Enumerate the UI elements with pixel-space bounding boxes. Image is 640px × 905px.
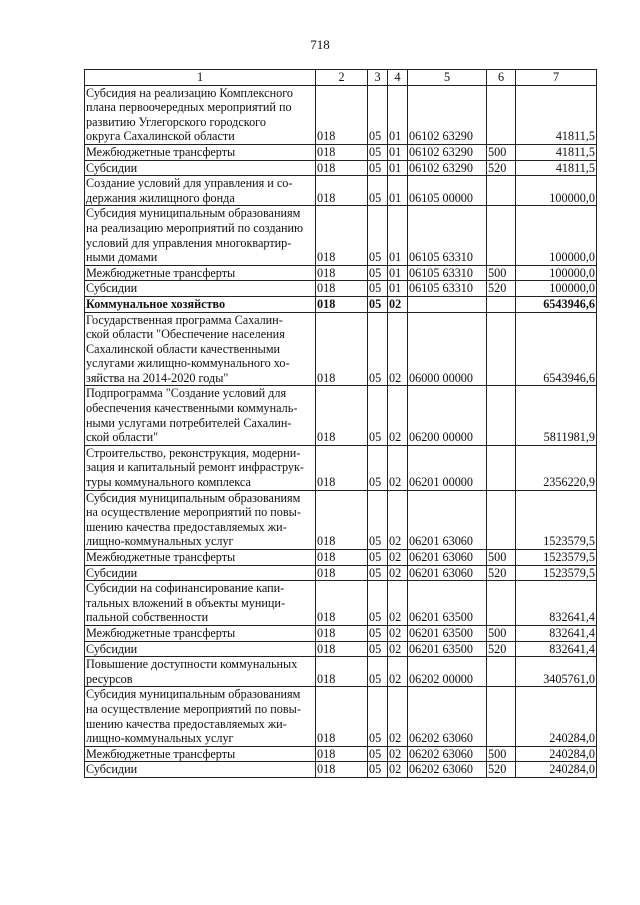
amount-cell: 832641,4 (516, 581, 597, 626)
admin-code-cell: 018 (316, 445, 368, 490)
admin-code-cell: 018 (316, 265, 368, 281)
target-article-code-cell: 06201 63500 (408, 641, 487, 657)
expense-type-code-cell: 520 (487, 281, 516, 297)
table-row (85, 762, 597, 778)
subsection-code-cell: 02 (388, 550, 408, 566)
item-name-cell: Коммунальное хозяйство (85, 296, 316, 312)
item-name-cell: Субсидия муниципальным образованиям на реализацию мероприятий по созданию условий для управления многоквартир- ными домами (85, 206, 316, 265)
expense-type-code-cell (487, 176, 516, 206)
item-name-cell: Субсидии (85, 641, 316, 657)
expense-type-code-cell: 500 (487, 550, 516, 566)
admin-code-cell: 018 (316, 550, 368, 566)
expense-type-code-cell (487, 296, 516, 312)
expense-type-code-cell (487, 687, 516, 746)
amount-cell: 240284,0 (516, 687, 597, 746)
section-code-cell: 05 (368, 565, 388, 581)
table-row (85, 312, 597, 386)
table-row (85, 687, 597, 746)
target-article-code-cell: 06201 63500 (408, 625, 487, 641)
header-cell: 4 (388, 70, 408, 86)
table-row (85, 176, 597, 206)
header-cell: 2 (316, 70, 368, 86)
item-name-cell: Межбюджетные трансферты (85, 625, 316, 641)
expense-type-code-cell: 520 (487, 160, 516, 176)
section-code-cell: 05 (368, 312, 388, 386)
header-cell: 7 (516, 70, 597, 86)
admin-code-cell: 018 (316, 296, 368, 312)
table-row (85, 445, 597, 490)
section-code-cell: 05 (368, 281, 388, 297)
amount-cell: 6543946,6 (516, 312, 597, 386)
header-cell: 5 (408, 70, 487, 86)
admin-code-cell: 018 (316, 386, 368, 445)
item-name-cell: Межбюджетные трансферты (85, 550, 316, 566)
admin-code-cell: 018 (316, 565, 368, 581)
header-row (85, 70, 597, 86)
expense-type-code-cell: 500 (487, 144, 516, 160)
section-code-cell: 05 (368, 762, 388, 778)
section-code-cell: 05 (368, 85, 388, 144)
table-body (85, 85, 597, 777)
item-name-cell: Субсидии (85, 762, 316, 778)
section-code-cell: 05 (368, 746, 388, 762)
amount-cell: 832641,4 (516, 641, 597, 657)
section-code-cell: 05 (368, 176, 388, 206)
subsection-code-cell: 02 (388, 565, 408, 581)
section-code-cell: 05 (368, 265, 388, 281)
amount-cell: 100000,0 (516, 176, 597, 206)
subsection-code-cell: 02 (388, 746, 408, 762)
subsection-code-cell: 01 (388, 176, 408, 206)
subsection-code-cell: 01 (388, 160, 408, 176)
target-article-code-cell: 06202 63060 (408, 746, 487, 762)
section-code-cell: 05 (368, 641, 388, 657)
section-code-cell: 05 (368, 581, 388, 626)
admin-code-cell: 018 (316, 160, 368, 176)
item-name-cell: Государственная программа Сахалин- ской области "Обеспечение населения Сахалинской области качественными услугами жилищно-коммунального хо- зяйства на 2014-2020 годы" (85, 312, 316, 386)
page-number: 718 (310, 37, 330, 52)
subsection-code-cell: 02 (388, 581, 408, 626)
target-article-code-cell: 06202 00000 (408, 657, 487, 687)
expense-type-code-cell (487, 490, 516, 549)
expense-type-code-cell (487, 206, 516, 265)
admin-code-cell: 018 (316, 625, 368, 641)
subsection-code-cell: 02 (388, 687, 408, 746)
subsection-code-cell: 02 (388, 657, 408, 687)
item-name-cell: Строительство, реконструкция, модерни- зация и капитальный ремонт инфраструк- туры коммунального комплекса (85, 445, 316, 490)
amount-cell: 240284,0 (516, 746, 597, 762)
table-row (85, 160, 597, 176)
subsection-code-cell: 02 (388, 296, 408, 312)
amount-cell: 41811,5 (516, 85, 597, 144)
item-name-cell: Межбюджетные трансферты (85, 746, 316, 762)
table-row (85, 746, 597, 762)
section-code-cell: 05 (368, 386, 388, 445)
section-code-cell: 05 (368, 296, 388, 312)
item-name-cell: Межбюджетные трансферты (85, 144, 316, 160)
target-article-code-cell: 06105 63310 (408, 281, 487, 297)
target-article-code-cell: 06201 63500 (408, 581, 487, 626)
admin-code-cell: 018 (316, 581, 368, 626)
subsection-code-cell: 02 (388, 762, 408, 778)
admin-code-cell: 018 (316, 144, 368, 160)
subsection-code-cell: 01 (388, 144, 408, 160)
section-code-cell: 05 (368, 490, 388, 549)
subsection-code-cell: 01 (388, 85, 408, 144)
amount-cell: 100000,0 (516, 281, 597, 297)
target-article-code-cell: 06201 63060 (408, 490, 487, 549)
item-name-cell: Межбюджетные трансферты (85, 265, 316, 281)
table-row (85, 386, 597, 445)
target-article-code-cell: 06201 63060 (408, 565, 487, 581)
table-row (85, 85, 597, 144)
admin-code-cell: 018 (316, 657, 368, 687)
table-row (85, 490, 597, 549)
table-row (85, 657, 597, 687)
target-article-code-cell: 06202 63060 (408, 687, 487, 746)
target-article-code-cell: 06105 00000 (408, 176, 487, 206)
expense-type-code-cell: 500 (487, 746, 516, 762)
admin-code-cell: 018 (316, 176, 368, 206)
target-article-code-cell: 06102 63290 (408, 85, 487, 144)
subsection-code-cell: 02 (388, 386, 408, 445)
amount-cell: 100000,0 (516, 206, 597, 265)
subsection-code-cell: 02 (388, 312, 408, 386)
expense-type-code-cell: 520 (487, 565, 516, 581)
item-name-cell: Субсидия муниципальным образованиям на осуществление мероприятий по повы- шению качества предоставляемых жи- лищно-коммунальных услуг (85, 687, 316, 746)
target-article-code-cell: 06201 63060 (408, 550, 487, 566)
admin-code-cell: 018 (316, 641, 368, 657)
amount-cell: 2356220,9 (516, 445, 597, 490)
admin-code-cell: 018 (316, 762, 368, 778)
item-name-cell: Субсидия муниципальным образованиям на осуществление мероприятий по повы- шению качества предоставляемых жи- лищно-коммунальных услуг (85, 490, 316, 549)
admin-code-cell: 018 (316, 490, 368, 549)
amount-cell: 3405761,0 (516, 657, 597, 687)
target-article-code-cell: 06201 00000 (408, 445, 487, 490)
table-row (85, 296, 597, 312)
section-code-cell: 05 (368, 160, 388, 176)
target-article-code-cell (408, 296, 487, 312)
expense-type-code-cell: 500 (487, 625, 516, 641)
expense-type-code-cell (487, 657, 516, 687)
amount-cell: 1523579,5 (516, 565, 597, 581)
amount-cell: 1523579,5 (516, 550, 597, 566)
item-name-cell: Создание условий для управления и со- держания жилищного фонда (85, 176, 316, 206)
header-cell: 6 (487, 70, 516, 86)
expense-type-code-cell (487, 386, 516, 445)
admin-code-cell: 018 (316, 85, 368, 144)
item-name-cell: Повышение доступности коммунальных ресурсов (85, 657, 316, 687)
target-article-code-cell: 06000 00000 (408, 312, 487, 386)
subsection-code-cell: 01 (388, 265, 408, 281)
header-cell: 1 (85, 70, 316, 86)
section-code-cell: 05 (368, 625, 388, 641)
expense-type-code-cell: 520 (487, 641, 516, 657)
subsection-code-cell: 02 (388, 490, 408, 549)
budget-table (84, 69, 597, 778)
target-article-code-cell: 06200 00000 (408, 386, 487, 445)
amount-cell: 240284,0 (516, 762, 597, 778)
header-cell: 3 (368, 70, 388, 86)
expense-type-code-cell (487, 581, 516, 626)
section-code-cell: 05 (368, 657, 388, 687)
section-code-cell: 05 (368, 550, 388, 566)
section-code-cell: 05 (368, 144, 388, 160)
item-name-cell: Субсидии (85, 565, 316, 581)
table-row (85, 265, 597, 281)
table-row (85, 281, 597, 297)
amount-cell: 6543946,6 (516, 296, 597, 312)
item-name-cell: Субсидии (85, 281, 316, 297)
subsection-code-cell: 01 (388, 206, 408, 265)
amount-cell: 41811,5 (516, 160, 597, 176)
section-code-cell: 05 (368, 206, 388, 265)
expense-type-code-cell (487, 445, 516, 490)
amount-cell: 100000,0 (516, 265, 597, 281)
table-row (85, 550, 597, 566)
subsection-code-cell: 01 (388, 281, 408, 297)
amount-cell: 1523579,5 (516, 490, 597, 549)
item-name-cell: Субсидии (85, 160, 316, 176)
table-row (85, 565, 597, 581)
target-article-code-cell: 06105 63310 (408, 265, 487, 281)
target-article-code-cell: 06102 63290 (408, 160, 487, 176)
expense-type-code-cell (487, 312, 516, 386)
target-article-code-cell: 06202 63060 (408, 762, 487, 778)
item-name-cell: Субсидия на реализацию Комплексного плана первоочередных мероприятий по развитию Углегорского городского округа Сахалинской области (85, 85, 316, 144)
section-code-cell: 05 (368, 687, 388, 746)
admin-code-cell: 018 (316, 281, 368, 297)
section-code-cell: 05 (368, 445, 388, 490)
admin-code-cell: 018 (316, 206, 368, 265)
item-name-cell: Подпрограмма "Создание условий для обеспечения качественными коммуналь- ными услугами потребителей Сахалин- ской области" (85, 386, 316, 445)
table-row (85, 625, 597, 641)
table-row (85, 581, 597, 626)
amount-cell: 5811981,9 (516, 386, 597, 445)
target-article-code-cell: 06102 63290 (408, 144, 487, 160)
expense-type-code-cell (487, 85, 516, 144)
subsection-code-cell: 02 (388, 445, 408, 490)
subsection-code-cell: 02 (388, 641, 408, 657)
item-name-cell: Субсидии на софинансирование капи- тальных вложений в объекты муници- пальной собственности (85, 581, 316, 626)
target-article-code-cell: 06105 63310 (408, 206, 487, 265)
admin-code-cell: 018 (316, 312, 368, 386)
table-row (85, 144, 597, 160)
expense-type-code-cell: 520 (487, 762, 516, 778)
admin-code-cell: 018 (316, 746, 368, 762)
table-row (85, 641, 597, 657)
subsection-code-cell: 02 (388, 625, 408, 641)
expense-type-code-cell: 500 (487, 265, 516, 281)
amount-cell: 832641,4 (516, 625, 597, 641)
amount-cell: 41811,5 (516, 144, 597, 160)
table-row (85, 206, 597, 265)
admin-code-cell: 018 (316, 687, 368, 746)
